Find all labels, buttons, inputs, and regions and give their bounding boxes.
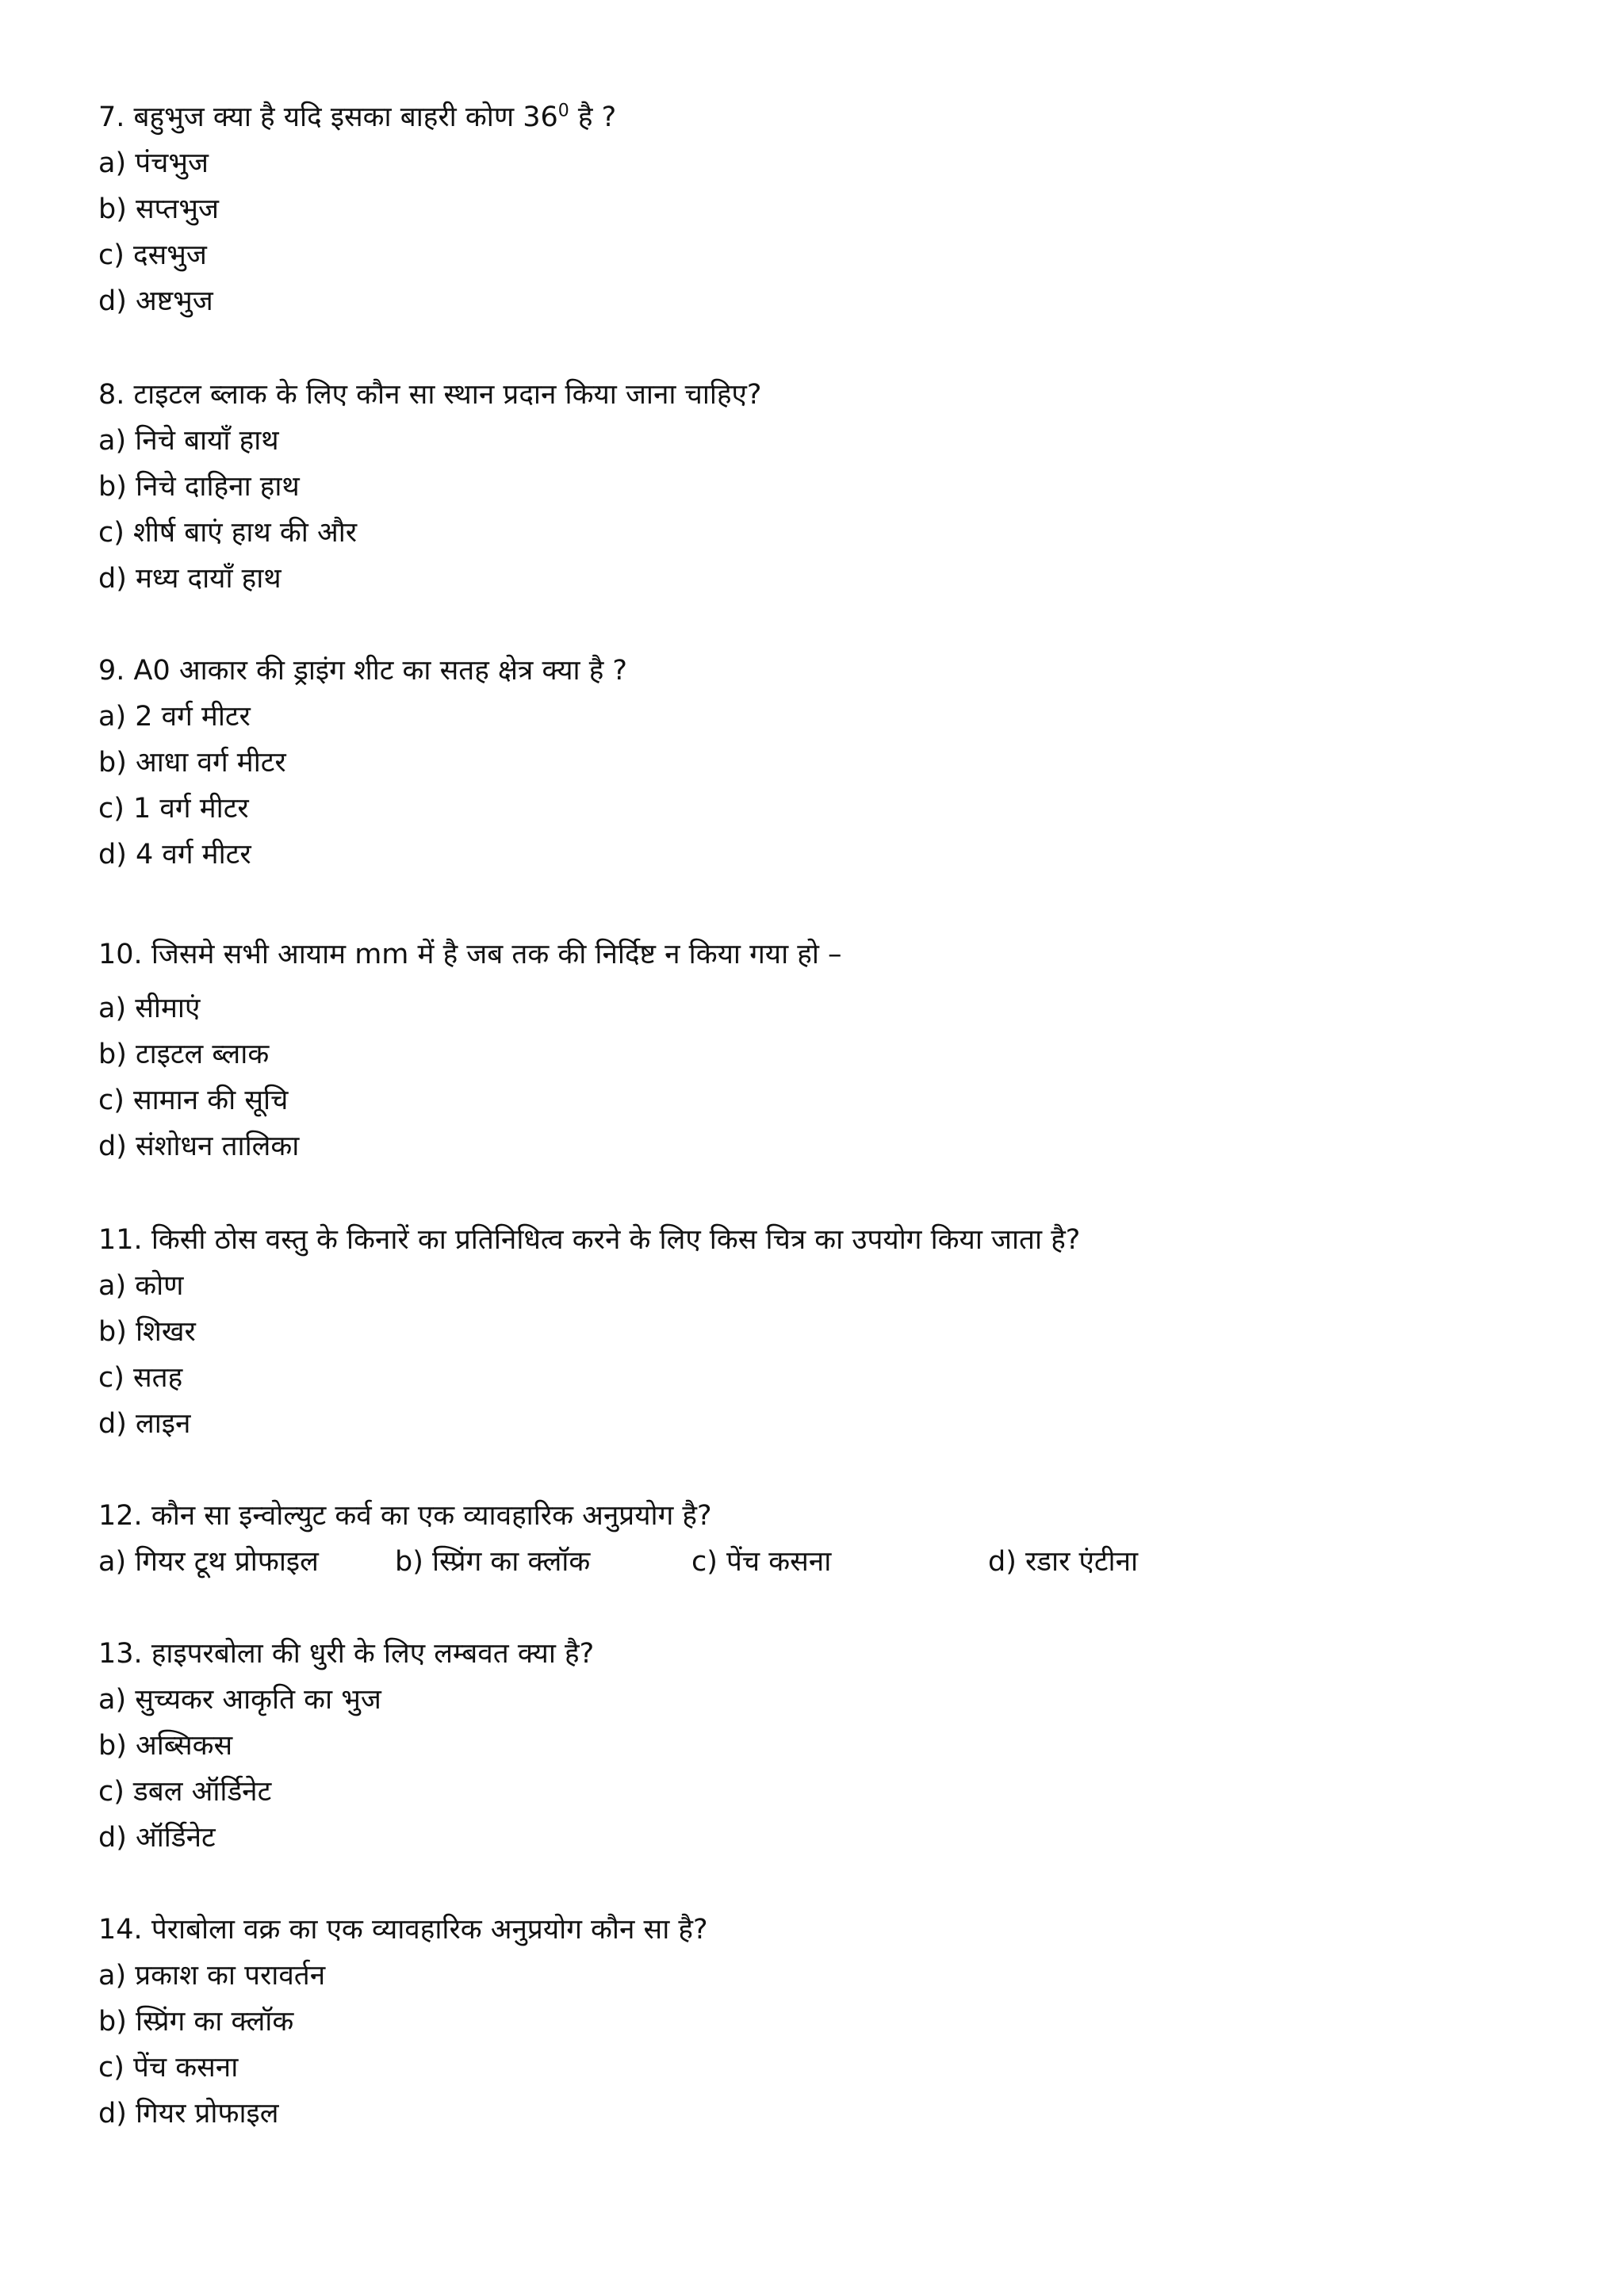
option-b: b) आधा वर्ग मीटर	[98, 747, 286, 779]
question-10	[98, 939, 1526, 1177]
option-a: a) 2 वर्ग मीटर	[98, 701, 251, 733]
question-text: 13. हाइपरबोला की धुरी के लिए लम्बवत क्या है?	[98, 1638, 595, 1670]
option-a: a) निचे बायाँ हाथ	[98, 425, 279, 457]
question-13	[98, 1638, 1526, 1868]
degree-superscript: 0	[557, 101, 569, 121]
question-number: 14.	[98, 1914, 143, 1946]
option-d: d) मध्य दायाँ हाथ	[98, 563, 282, 595]
option-c: c) पेंच कसना	[691, 1546, 832, 1578]
option-d: d) रडार एंटीना	[988, 1546, 1139, 1578]
option-c: c) दसभुज	[98, 239, 207, 271]
option-b: b) अब्सिकस	[98, 1730, 233, 1762]
option-b: b) स्प्रिंग का क्लॉक	[395, 1546, 591, 1578]
option-a: a) प्रकाश का परावर्तन	[98, 1960, 326, 1992]
option-b: b) टाइटल ब्लाक	[98, 1039, 270, 1070]
question-text: 10. जिसमे सभी आयाम mm में है जब तक की निर्दिष्ट न किया गया हो –	[98, 939, 842, 970]
question-14	[98, 1914, 1526, 2144]
option-d: d) गियर प्रोफाइल	[98, 2098, 279, 2130]
option-d: d) लाइन	[98, 1408, 191, 1440]
option-b: b) निचे दाहिना हाथ	[98, 471, 300, 503]
option-d: d) अष्टभुज	[98, 285, 213, 317]
option-a: a) सीमाएं	[98, 993, 201, 1024]
question-number: 11.	[98, 1224, 143, 1256]
question-text: 14. पेराबोला वक्र का एक व्यावहारिक अनुप्रयोग कौन सा है?	[98, 1914, 708, 1946]
option-c: c) डबल ऑर्डिनेट	[98, 1776, 272, 1808]
option-c: c) सतह	[98, 1362, 183, 1394]
question-11	[98, 1224, 1526, 1454]
option-c: c) 1 वर्ग मीटर	[98, 793, 249, 825]
option-row	[98, 1546, 1526, 1592]
question-text: 12. कौन सा इन्वोल्युट कर्व का एक व्यावहारिक अनुप्रयोग है?	[98, 1500, 712, 1532]
option-c: c) पेंच कसना	[98, 2052, 239, 2084]
question-number: 8.	[98, 379, 125, 411]
option-a: a) कोण	[98, 1270, 184, 1302]
question-9	[98, 655, 1526, 885]
option-b: b) शिखर	[98, 1316, 196, 1348]
option-d: d) 4 वर्ग मीटर	[98, 839, 251, 871]
question-number: 12.	[98, 1500, 143, 1532]
question-12	[98, 1500, 1526, 1592]
question-7	[98, 101, 1526, 331]
option-b: b) सप्तभुज	[98, 193, 219, 225]
question-number: 10.	[98, 939, 143, 970]
option-a: a) सुच्यकर आकृति का भुज	[98, 1684, 381, 1716]
option-c: c) सामान की सूचि	[98, 1085, 289, 1116]
option-c: c) शीर्ष बाएं हाथ की और	[98, 517, 358, 549]
question-number: 7.	[98, 101, 125, 133]
question-text: 9. A0 आकार की ड्राइंग शीट का सतह क्षेत्र क्या है ?	[98, 655, 627, 687]
option-d: d) ऑर्डिनेट	[98, 1822, 216, 1854]
question-8	[98, 379, 1526, 609]
question-text: 11. किसी ठोस वस्तु के किनारें का प्रतिनिधित्व करने के लिए किस चित्र का उपयोग किया जाता है?	[98, 1224, 1081, 1256]
option-b: b) स्प्रिंग का क्लॉक	[98, 2006, 294, 2038]
question-number: 9.	[98, 655, 125, 687]
question-text: 7. बहुभुज क्या है यदि इसका बाहरी कोण $36^0$ है ?	[98, 101, 617, 133]
option-d: d) संशोधन तालिका	[98, 1131, 300, 1162]
question-number: 13.	[98, 1638, 143, 1670]
option-a: a) पंचभुज	[98, 147, 209, 179]
question-text: 8. टाइटल ब्लाक के लिए कौन सा स्थान प्रदान किया जाना चाहिए?	[98, 379, 762, 411]
option-a: a) गियर टूथ प्रोफाइल	[98, 1546, 319, 1578]
